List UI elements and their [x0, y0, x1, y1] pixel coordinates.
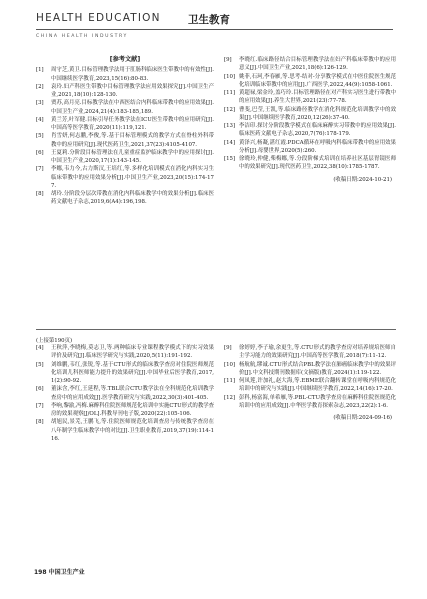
header-rule: [36, 29, 393, 30]
header-title-cn: 卫生教育: [188, 14, 230, 26]
page-header: [36, 12, 396, 52]
reference-item: [9] 徐婷婷,李子瑜,余更生,等.CTU形式的教学查房对培养规培医师自主学习能力的效果研究[J].中国高等医学教育,2018(7):11-12.: [224, 345, 396, 360]
reference-item: [6] 王夏莉.分阶段目标管理法在儿童重症监护临床教学中的应用探讨[J].中国卫生产业,2020,17(1):143-145.: [36, 149, 214, 164]
references-column-left-top: [36, 56, 214, 207]
reference-item: [4] 黄兰芳,叶军健.目标引导任务教学法在ICU医生带教中的应用研究[J].中国高等医学教育,2020(11):119,121.: [36, 116, 214, 131]
references-column-right-bottom: [224, 344, 396, 422]
continued-from-note: (上接第190页): [36, 338, 73, 344]
reference-item: [15] 徐晓玲,仲健,柴梅娜,等.分段阶梯式培训在培养社区基层胃镜医师中的效果研究[J].现代医药卫生,2022,38(10):1785-1787.: [224, 156, 396, 171]
page-footer: 198 中国卫生产业: [34, 569, 85, 576]
reference-item: [11] 何凤莲,许加礼,赵大海,等.EBME联合翻转课堂在呼吸内科规范化培训中的研究与实践[J].中国继续医学教育,2022,14(16):17-20.: [224, 378, 396, 393]
references-column-right-top: [224, 56, 396, 184]
reference-item: [14] 黄泽兴,杨凝,湛红霞.PDCA循环在呼吸内科临床带教中的应用效果分析[J].母婴世界,2020(5):260.: [224, 139, 396, 154]
reference-item: [7] 李响,黎渝,冯梅.麻醉科住院医师规范化培训中实施CTU形式的教学查房的效果观察[J/OL].科教导刊电子版,2020(22):105-106.: [36, 402, 214, 417]
reference-item: [6] 董沫含,李红,王延程,等.TBL联合CTU教学法在全科规范化培训教学查房中的应用成效[J].医学教育研究与实践,2022,30(3):401-405.: [36, 386, 214, 401]
header-subtitle-en: CHINA HEALTH INDUSTRY: [36, 34, 128, 39]
section-divider: [36, 329, 396, 330]
references-column-left-bottom: [36, 344, 214, 443]
references-heading: [参考文献]: [109, 56, 141, 63]
reference-item: [4] 王秋萍,李晓梅,莫志卫,等.两种临床专业课程教学模式下的实习效果评价及研究[J].临床医学研究与实践,2020,5(11):191-192.: [36, 345, 214, 360]
reference-item: [7] 李娜,韦力今,古力斯汉,王培红,等.多样化培训模式在消化内科实习生临床带教中的应用效果分析[J].中国卫生产业,2023,20(15):174-177.: [36, 166, 214, 189]
reference-item: [5] 肖雪妍,何志鹏,李俊,等.基于目标管理模式的教学方式在脊柱外科带教中的应用研究[J].现代医药卫生,2021,37(23):4105-4107.: [36, 133, 214, 148]
reference-item: [13] 李洁印.探讨分阶段教学模式在临床麻醉实习带教中的应用效果[J].临床医药文献电子杂志,2020,7(76):178-179.: [224, 123, 396, 138]
header-title-en: HEALTH EDUCATION: [36, 12, 161, 24]
reference-item: [2] 袁玲.妇产科医生带教中目标管理教学法应用效果探究[J].中国卫生产业,2021,18(10):128-130.: [36, 83, 214, 98]
reference-item: [10] 姚菲,石珂,李春雁,等.思考-结对-分享教学模式在中医住院医生规范化培训临床带教中的应用[J].广西医学,2022,44(9):1058-1061.: [224, 73, 396, 88]
reference-item: [5] 刘维鹏,韦红,张锐,等.基于CTU形式的临床教学查房对住院医师规范化培训儿科医师能力提升的效果研究[J].中国毕业后医学教育,2017,1(2):90-92.: [36, 361, 214, 384]
reference-item: [8] 胡旭民,景芜,王鹏飞,等.住院医师规范化培训查房与传统教学查房在八年制学生临床教学中的对比[J].卫生职业教育,2019,37(19):114-116.: [36, 419, 214, 442]
reference-item: [8] 胡玲.分阶段分层次带教在消化内科临床教学中的效果分析[J].临床医药文献电子杂志,2019,6(A4):196,198.: [36, 191, 214, 206]
reference-item: [10] 杨航航,缪诚.CTU形式结合PBL教学法在肺癌临床教学中的效果评价[J].中文科技期刊数据库(文摘版)教育,2024(1):119-122.: [224, 361, 396, 376]
reference-item: [9] 李晓红.临床路径结合目标管理教学法在妇产科临床带教中的应用意义[J].中国卫生产业,2021,18(6):126-129.: [224, 57, 396, 72]
reference-item: [1] 周守芝,黄卫.目标管理教学法用于肛肠科临床医生带教中的有效性[J].中国继续医学教育,2023,15(16):80-83.: [36, 67, 214, 82]
reference-item: [3] 贾苏,高月亮.目标教学法在中西医结合内科临床带教中的应用效果[J].中国卫生产业,2024,21(4):183-185,189.: [36, 100, 214, 115]
reference-item: [12] 彭科,杨富海,单希雁,等.PBL-CTU教学查房在麻醉科住院医规范化培训中的应用成效[J].中华医学教育探索杂志,2023,22(2):1-6.: [224, 394, 396, 409]
reference-item: [11] 黄超禄,梁金玲,盖巧玲.目标管理路径在对产科实习医生进行带教中的应用效果[J].养生大世界,2021(23):77-78.: [224, 90, 396, 105]
received-date: (收稿日期:2024-10-21): [333, 176, 392, 183]
received-date: (收稿日期:2024-09-16): [333, 415, 392, 421]
reference-item: [12] 曹斐,巴莹,王凯,等.临床路径教学在消化科规范化培训教学中的效果[J].中国继续医学教育,2020,12(26):37-40.: [224, 106, 396, 121]
